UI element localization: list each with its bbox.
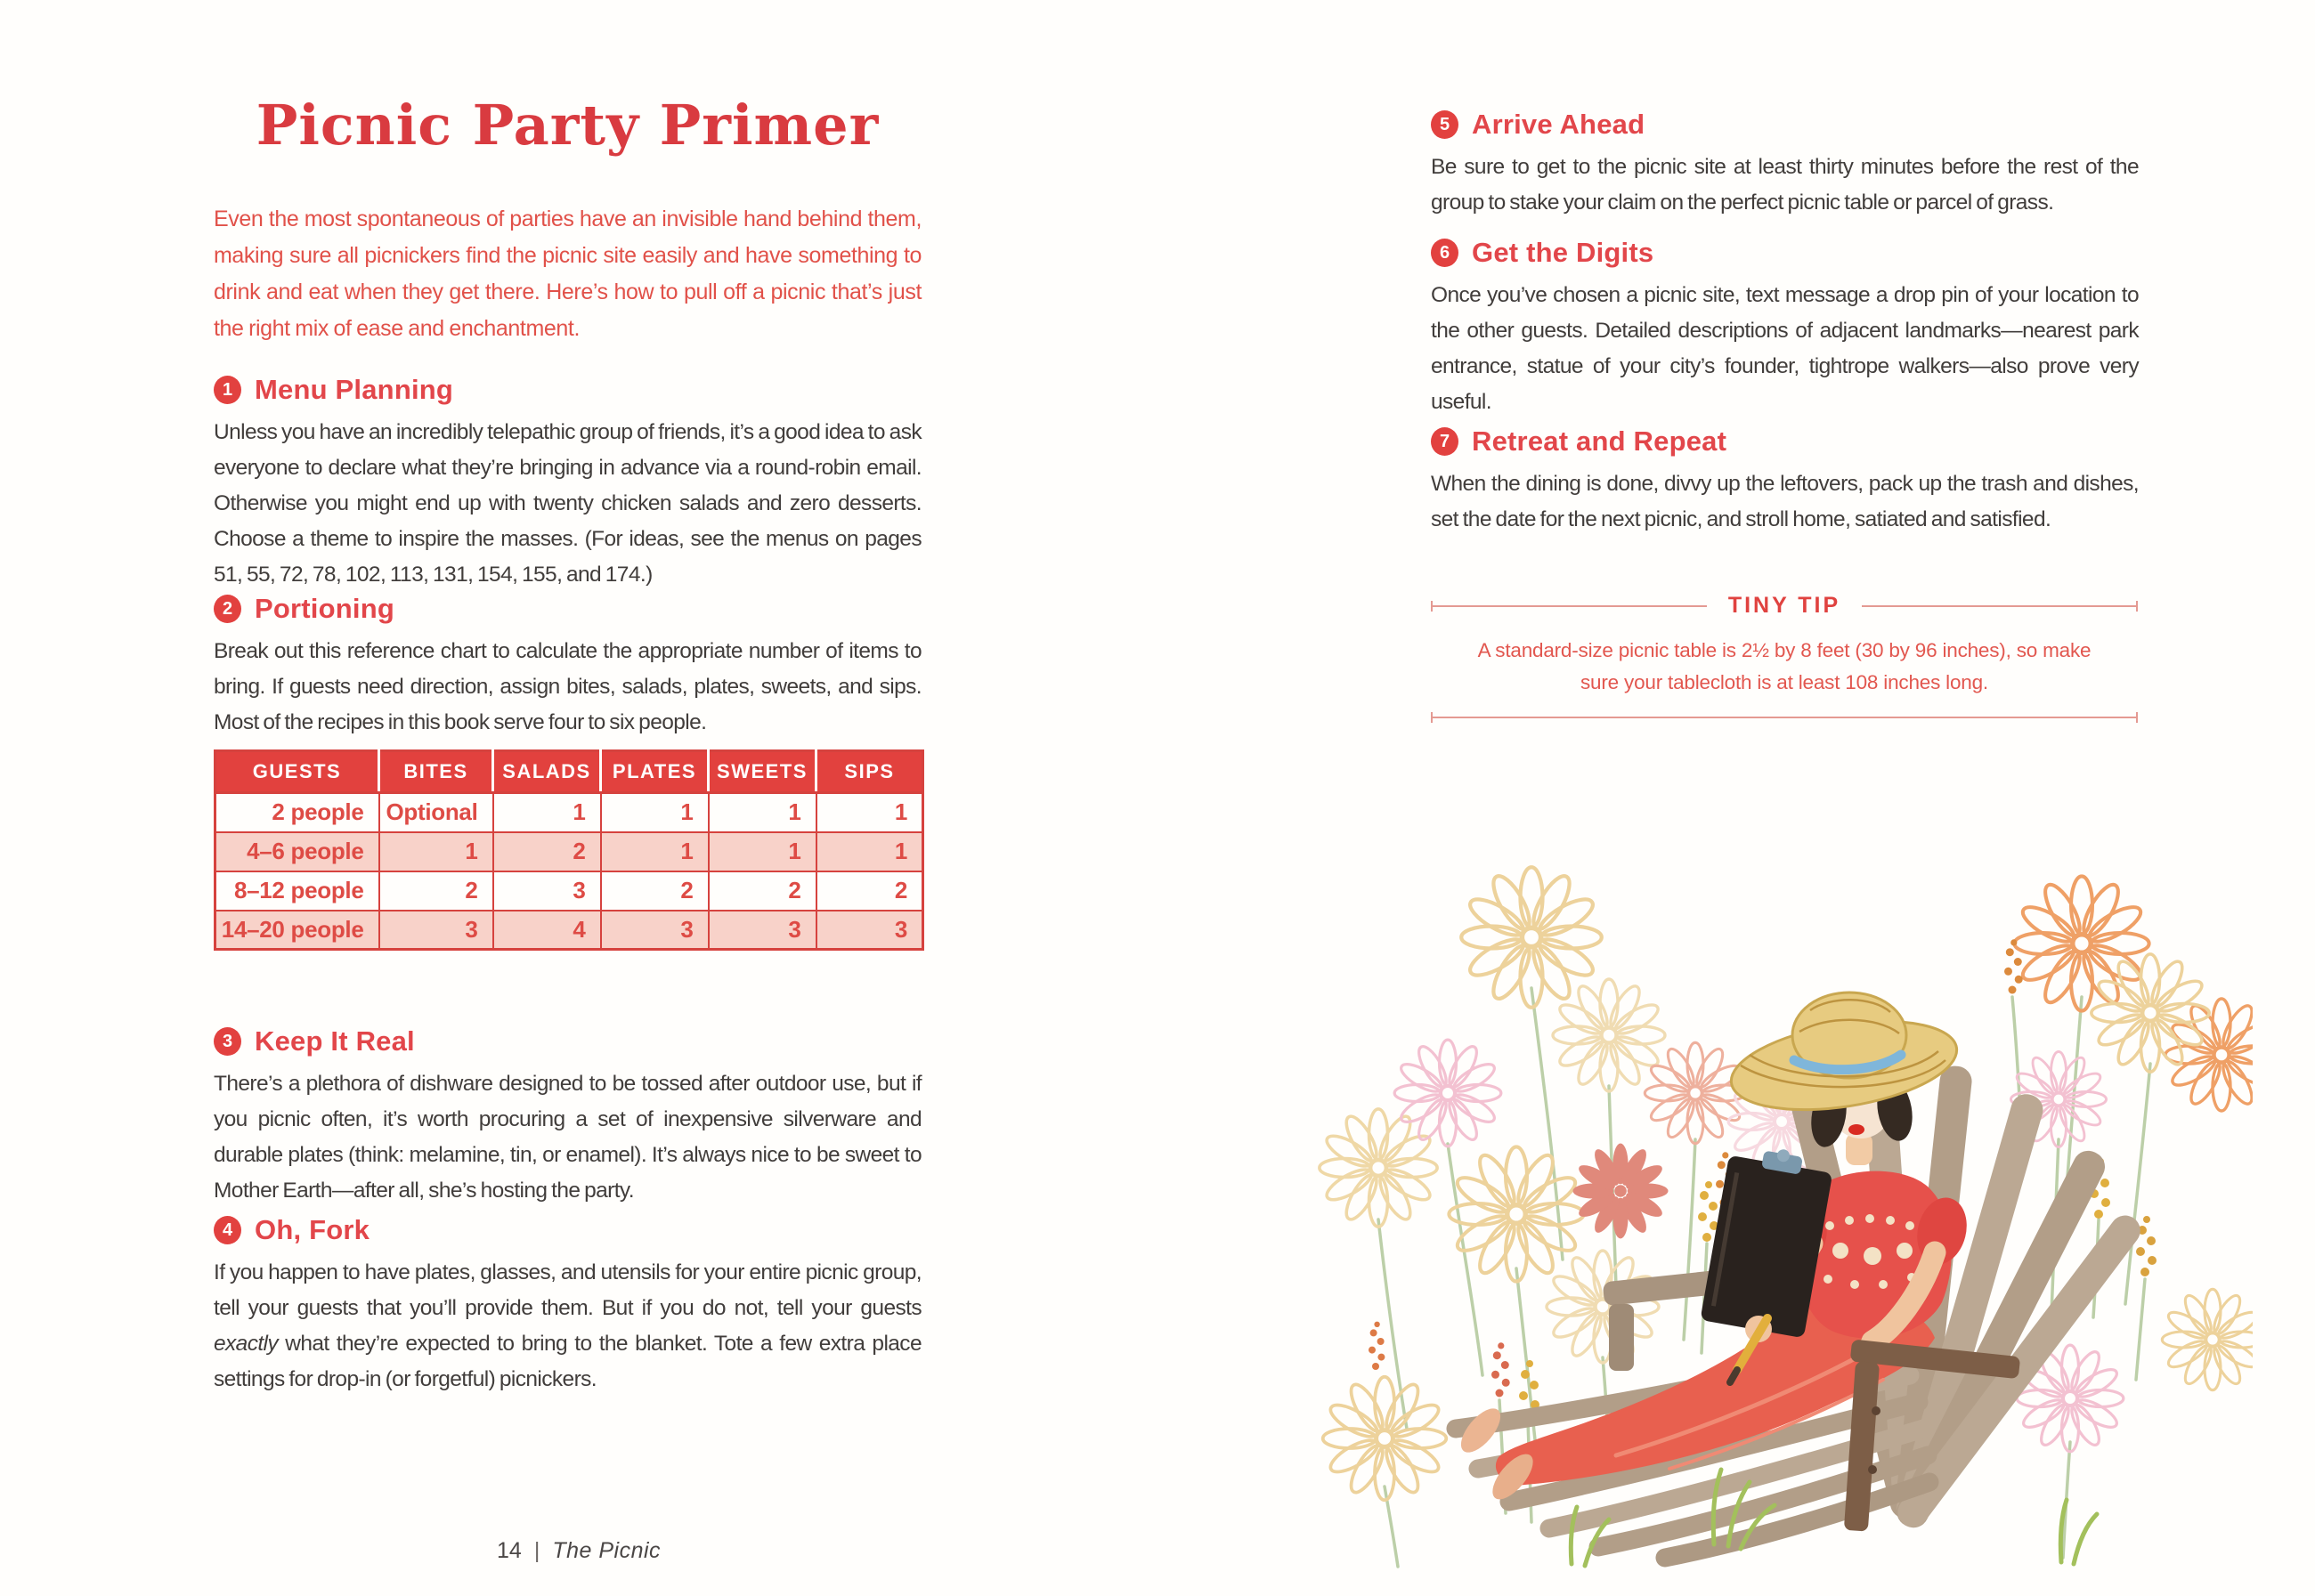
table-header-row xyxy=(215,751,923,793)
section-portioning xyxy=(214,593,922,741)
tiny-tip-label: TINY TIP xyxy=(1727,593,1841,618)
table-cell: 8–12 people xyxy=(215,871,379,911)
table-cell: 4 xyxy=(493,911,601,950)
col-header-salads: SALADS xyxy=(493,751,601,793)
tip-rule-left xyxy=(1431,605,1707,607)
table-cell: 1 xyxy=(816,832,923,871)
section-number-badge: 4 xyxy=(214,1216,241,1244)
table-cell: Optional xyxy=(379,793,493,832)
table-cell: 1 xyxy=(601,832,709,871)
section-number-badge: 6 xyxy=(1431,239,1458,267)
table-cell: 1 xyxy=(601,793,709,832)
table-cell: 3 xyxy=(601,911,709,950)
table-row xyxy=(215,871,923,911)
page-title: Picnic Party Primer xyxy=(256,93,880,158)
section-body: There’s a plethora of dishware designed to be tossed after outdoor use, but if you picnic often, it’s worth procuring a set of inexpensive silverware and durable plates (think: melamine, tin, or enamel). It’s always nice to be sweet to Mother Earth—after all, she’s hosting the party. xyxy=(214,1072,922,1203)
section-oh-fork xyxy=(214,1214,922,1398)
section-body: Break out this reference chart to calculate the appropriate number of items to bring. If guests need direction, assign bites, salads, plates, sweets, and sips. Most of the recipes in this book serve four to six people. xyxy=(214,639,922,734)
table-cell: 1 xyxy=(709,832,816,871)
tip-rule-right xyxy=(1862,605,2138,607)
table-cell: 2 xyxy=(816,871,923,911)
section-title: Retreat and Repeat xyxy=(1472,425,1727,457)
section-body: Unless you have an incredibly telepathic group of friends, it’s a good idea to ask everyone to declare what they’re bringing in advance via a round-robin email. Otherwise you might end up with twenty chicken salads and zero desserts. Choose a theme to inspire the masses. (For ideas, see the menus on pages 51, 55, 72, 78, 102, 113, 131, 154, 155, and 174.) xyxy=(214,420,922,587)
table-cell: 3 xyxy=(709,911,816,950)
section-menu-planning xyxy=(214,374,922,593)
table-cell: 1 xyxy=(709,793,816,832)
lips xyxy=(1848,1124,1864,1135)
section-retreat-and-repeat xyxy=(1431,425,2139,538)
portions-table xyxy=(214,749,924,951)
emphasized-word: exactly xyxy=(214,1332,279,1356)
illustration-woman-on-lounge-chair-among-flowers xyxy=(1296,841,2253,1576)
section-number-badge: 7 xyxy=(1431,427,1458,456)
section-number-badge: 1 xyxy=(214,376,241,404)
section-body: If you happen to have plates, glasses, and utensils for your entire picnic group, tell your guests that you’ll provide them. But if you do not, tell your guests exactly what they’re expected to bring to the blanket. Tote a few extra place settings for drop-in (or forgetful) picnickers. xyxy=(214,1260,922,1391)
book-title: The Picnic xyxy=(552,1538,662,1563)
section-body: When the dining is done, divvy up the leftovers, pack up the trash and dishes, set the date for the next picnic, and stroll home, satiated and satisfied. xyxy=(1431,472,2139,531)
footer-separator: | xyxy=(533,1538,540,1563)
table-cell: 1 xyxy=(493,793,601,832)
section-keep-it-real xyxy=(214,1025,922,1209)
section-title: Oh, Fork xyxy=(255,1214,370,1245)
col-header-sips: SIPS xyxy=(816,751,923,793)
page-number: 14 xyxy=(497,1538,522,1563)
table-cell: 2 xyxy=(709,871,816,911)
page-footer xyxy=(497,1538,661,1564)
section-number-badge: 2 xyxy=(214,595,241,623)
col-header-guests: GUESTS xyxy=(215,751,379,793)
table-cell: 14–20 people xyxy=(215,911,379,950)
table-cell: 3 xyxy=(493,871,601,911)
section-arrive-ahead xyxy=(1431,109,2139,221)
table-row xyxy=(215,793,923,832)
tiny-tip-text: A standard-size picnic table is 2½ by 8 feet (30 by 96 inches), so make sure your tablecloth is at least 108 inches long. xyxy=(1477,639,2092,693)
tip-rule-bottom xyxy=(1431,717,2138,718)
section-title: Keep It Real xyxy=(255,1025,415,1057)
section-title: Portioning xyxy=(255,593,394,624)
section-get-the-digits xyxy=(1431,237,2139,420)
table-cell: 3 xyxy=(816,911,923,950)
straw-hat xyxy=(1725,992,1962,1123)
table-row xyxy=(215,832,923,871)
table-cell: 1 xyxy=(816,793,923,832)
section-number-badge: 5 xyxy=(1431,110,1458,139)
section-body: Be sure to get to the picnic site at least thirty minutes before the rest of the group to stake your claim on the perfect picnic table or parcel of grass. xyxy=(1431,155,2139,215)
intro-paragraph: Even the most spontaneous of parties have an invisible hand behind them, making sure all picnickers find the picnic site easily and have something to drink and eat when they get there. Here’s how to pull off a picnic that’s just the right mix of ease and enchantment. xyxy=(214,207,922,341)
section-title: Menu Planning xyxy=(255,374,454,405)
table-cell: 2 people xyxy=(215,793,379,832)
table-cell: 2 xyxy=(601,871,709,911)
table-cell: 4–6 people xyxy=(215,832,379,871)
col-header-sweets: SWEETS xyxy=(709,751,816,793)
section-body: Once you’ve chosen a picnic site, text message a drop pin of your location to the other guests. Detailed descriptions of adjacent landmarks—nearest park entrance, statue of your city’s founder, tightrope walkers—also prove very useful. xyxy=(1431,283,2139,414)
col-header-bites: BITES xyxy=(379,751,493,793)
table-row xyxy=(215,911,923,950)
section-title: Arrive Ahead xyxy=(1472,109,1645,140)
table-cell: 2 xyxy=(493,832,601,871)
col-header-plates: PLATES xyxy=(601,751,709,793)
table-cell: 3 xyxy=(379,911,493,950)
section-title: Get the Digits xyxy=(1472,237,1654,268)
tiny-tip-box xyxy=(1431,593,2138,718)
section-number-badge: 3 xyxy=(214,1027,241,1056)
table-cell: 2 xyxy=(379,871,493,911)
table-cell: 1 xyxy=(379,832,493,871)
